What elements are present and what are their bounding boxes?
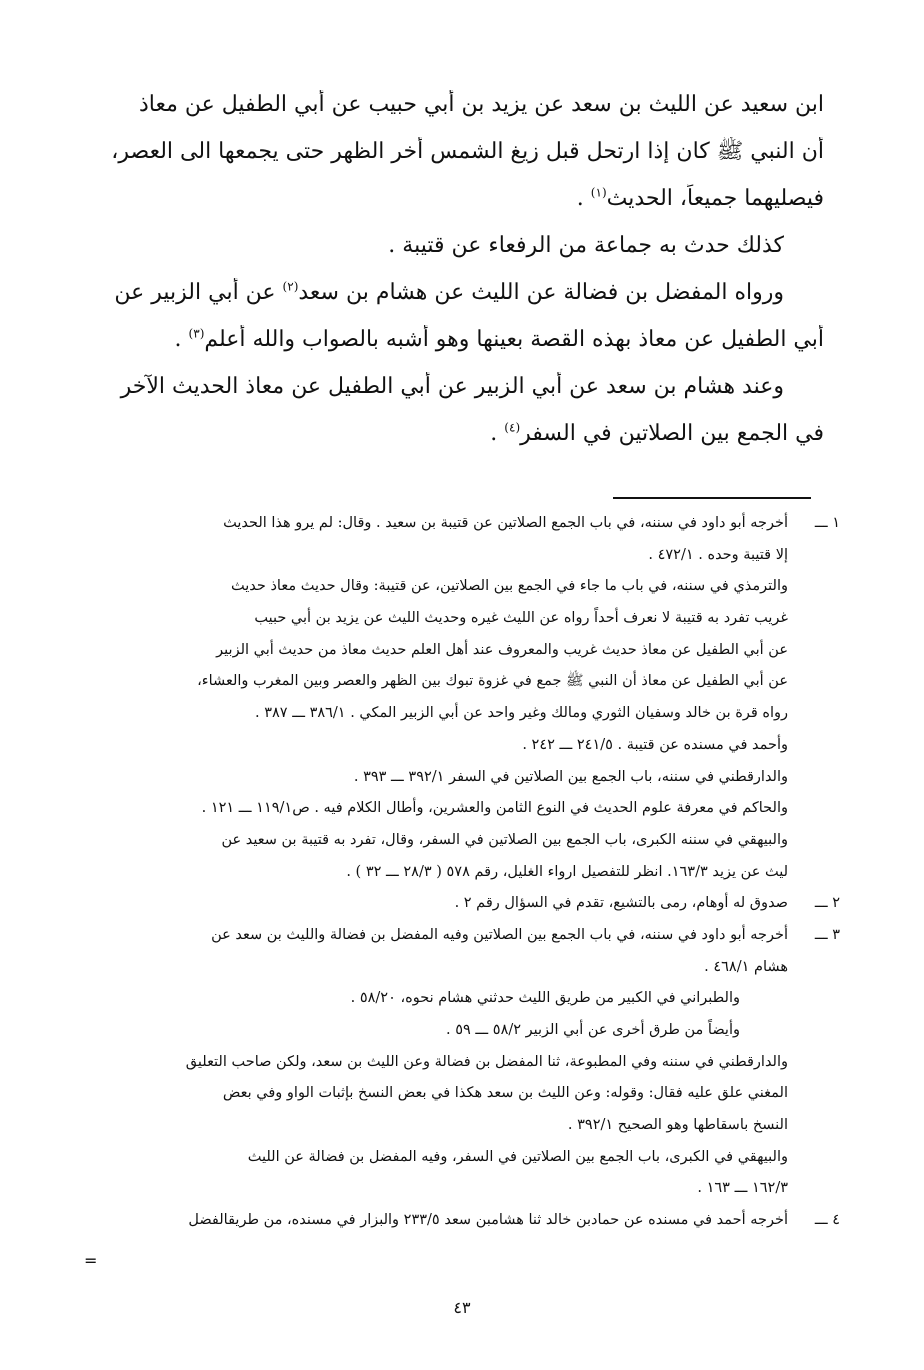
- footnote-marker: (٣): [188, 326, 205, 341]
- footnote-marker: (١): [590, 185, 607, 200]
- footnote-line: والحاكم في معرفة علوم الحديث في النوع الثامن والعشرين، وأطال الكلام فيه . ص١١٩/١ ـــ ١٢١ .: [201, 800, 788, 817]
- footnote-line: ليث عن يزيد ١٦٣/٣. انظر للتفصيل ارواء الغليل، رقم ٥٧٨ ( ٢٨/٣ ـــ ٣٢ ) .: [346, 863, 788, 880]
- footnote-marker: (٢): [282, 279, 299, 294]
- footnote-line: النسخ باسقاطها وهو الصحيح ٣٩٢/١ .: [567, 1117, 788, 1134]
- footnote-line: ١ ـــ أخرجه أبو داود في سننه، في باب الجمع الصلاتين عن قتيبة بن سعيد . وقال: لم يرو هذا الحديث: [96, 512, 840, 544]
- footnote-line: وأيضاً من طرق أخرى عن أبي الزبير ٥٨/٢ ـــ ٥٩ .: [446, 1022, 740, 1038]
- footnote-line: ٤ ـــ أخرجه أحمد في مسنده عن حمادبن خالد ثنا هشامبن سعد ٢٣٣/٥ والبزار في مسنده، من طريقالفضل: [96, 1209, 840, 1241]
- footnotes: [96, 512, 840, 1241]
- main-line: كذلك حدث به جماعة من الرفعاء عن قتيبة .: [388, 233, 784, 258]
- footnote-line: المغني علق عليه فقال: وقوله: وعن الليث بن سعد هكذا في بعض النسخ بإثبات الواو وفي بعض: [222, 1085, 788, 1102]
- footnote-number: ٣ ـــ: [814, 926, 840, 943]
- footnote-line: هشام ٤٦٨/١ .: [704, 958, 788, 975]
- footnote-line: ٢ ـــ صدوق له أوهام، رمى بالتشيع، تقدم في السؤال رقم ٢ .: [96, 892, 840, 924]
- footnote-line: إلا قتيبة وحده . ٤٧٢/١ .: [648, 546, 788, 563]
- footnote-line: غريب تفرد به قتيبة لا نعرف أحداً رواه عن الليث غيره وحديث الليث عن يزيد بن أبي حبيب: [254, 610, 788, 627]
- main-line: وعند هشام بن سعد عن أبي الزبير عن أبي الطفيل عن معاذ الحديث الآخر: [120, 374, 784, 399]
- main-line: فيصليهما جميعاً، الحديث$^{(١)}$ .: [576, 185, 824, 211]
- main-line: في الجمع بين الصلاتين في السفر$^{(٤)}$ .: [490, 420, 824, 446]
- main-text: [100, 90, 824, 466]
- footnote-number: ٢ ـــ: [814, 895, 840, 912]
- main-line: أبي الطفيل عن معاذ بهذه القصة بعينها وهو أشبه بالصواب والله أعلم$^{(٣)}$ .: [174, 326, 824, 352]
- footnote-line: ١٦٢/٣ ـــ ١٦٣ .: [697, 1180, 788, 1197]
- footnote-line: والدارقطني في سننه، باب الجمع بين الصلاتين في السفر ٣٩٢/١ ـــ ٣٩٣ .: [353, 768, 788, 785]
- footnote-line: رواه قرة بن خالد وسفيان الثوري ومالك وغير واحد عن أبي الزبير المكي . ٣٨٦/١ ـــ ٣٨٧ .: [255, 705, 788, 722]
- footnote-line: عن أبي الطفيل عن معاذ حديث غريب والمعروف عند أهل العلم حديث معاذ من حديث أبي الزبير: [216, 641, 788, 658]
- footnote-line: والطبراني في الكبير من طريق الليث حدثني هشام نحوه، ٥٨/٢٠ .: [350, 990, 740, 1007]
- continuation-mark: =: [84, 1251, 98, 1270]
- main-line: ورواه المفضل بن فضالة عن الليث عن هشام بن سعد$^{(٢)}$ عن أبي الزبير عن: [114, 279, 784, 305]
- footnote-line: والدارقطني في سننه وفي المطبوعة، ثنا المفضل بن فضالة وعن الليث بن سعد، ولكن صاحب التعليق: [185, 1053, 788, 1070]
- footnote-separator: [613, 497, 811, 499]
- footnote-line: والترمذي في سننه، في باب ما جاء في الجمع بين الصلاتين، عن قتيبة: وقال حديث معاذ حديث: [231, 578, 788, 595]
- main-line: ابن سعيد عن الليث بن سعد عن يزيد بن أبي حبيب عن أبي الطفيل عن معاذ: [138, 92, 824, 117]
- footnote-marker: (٤): [504, 420, 521, 435]
- footnote-number: ١ ـــ: [814, 515, 840, 531]
- footnote-line: والبيهقي في سننه الكبرى، باب الجمع بين الصلاتين في السفر، وقال، تفرد به قتيبة بن سعيد عن: [221, 831, 788, 848]
- footnote-number: ٤ ـــ: [814, 1212, 840, 1229]
- main-line: أن النبي ﷺ كان إذا ارتحل قبل زيغ الشمس أخر الظهر حتى يجمعها الى العصر،: [111, 139, 824, 164]
- footnote-line: والبيهقي في الكبرى، باب الجمع بين الصلاتين في السفر، وفيه المفضل بن فضالة عن الليث: [247, 1148, 788, 1165]
- footnote-line: وأحمد في مسنده عن قتيبة . ٢٤١/٥ ـــ ٢٤٢ .: [522, 736, 788, 753]
- footnote-line: ٣ ـــ أخرجه أبو داود في سننه، في باب الجمع بين الصلاتين وفيه المفضل بن فضالة والليث بن سعد عن: [96, 924, 840, 956]
- page-number: ٤٣: [453, 1298, 471, 1317]
- footnote-line: عن أبي الطفيل عن معاذ أن النبي ﷺ جمع في غزوة تبوك بين الظهر والعصر وبين المغرب والعشاء،: [197, 673, 788, 690]
